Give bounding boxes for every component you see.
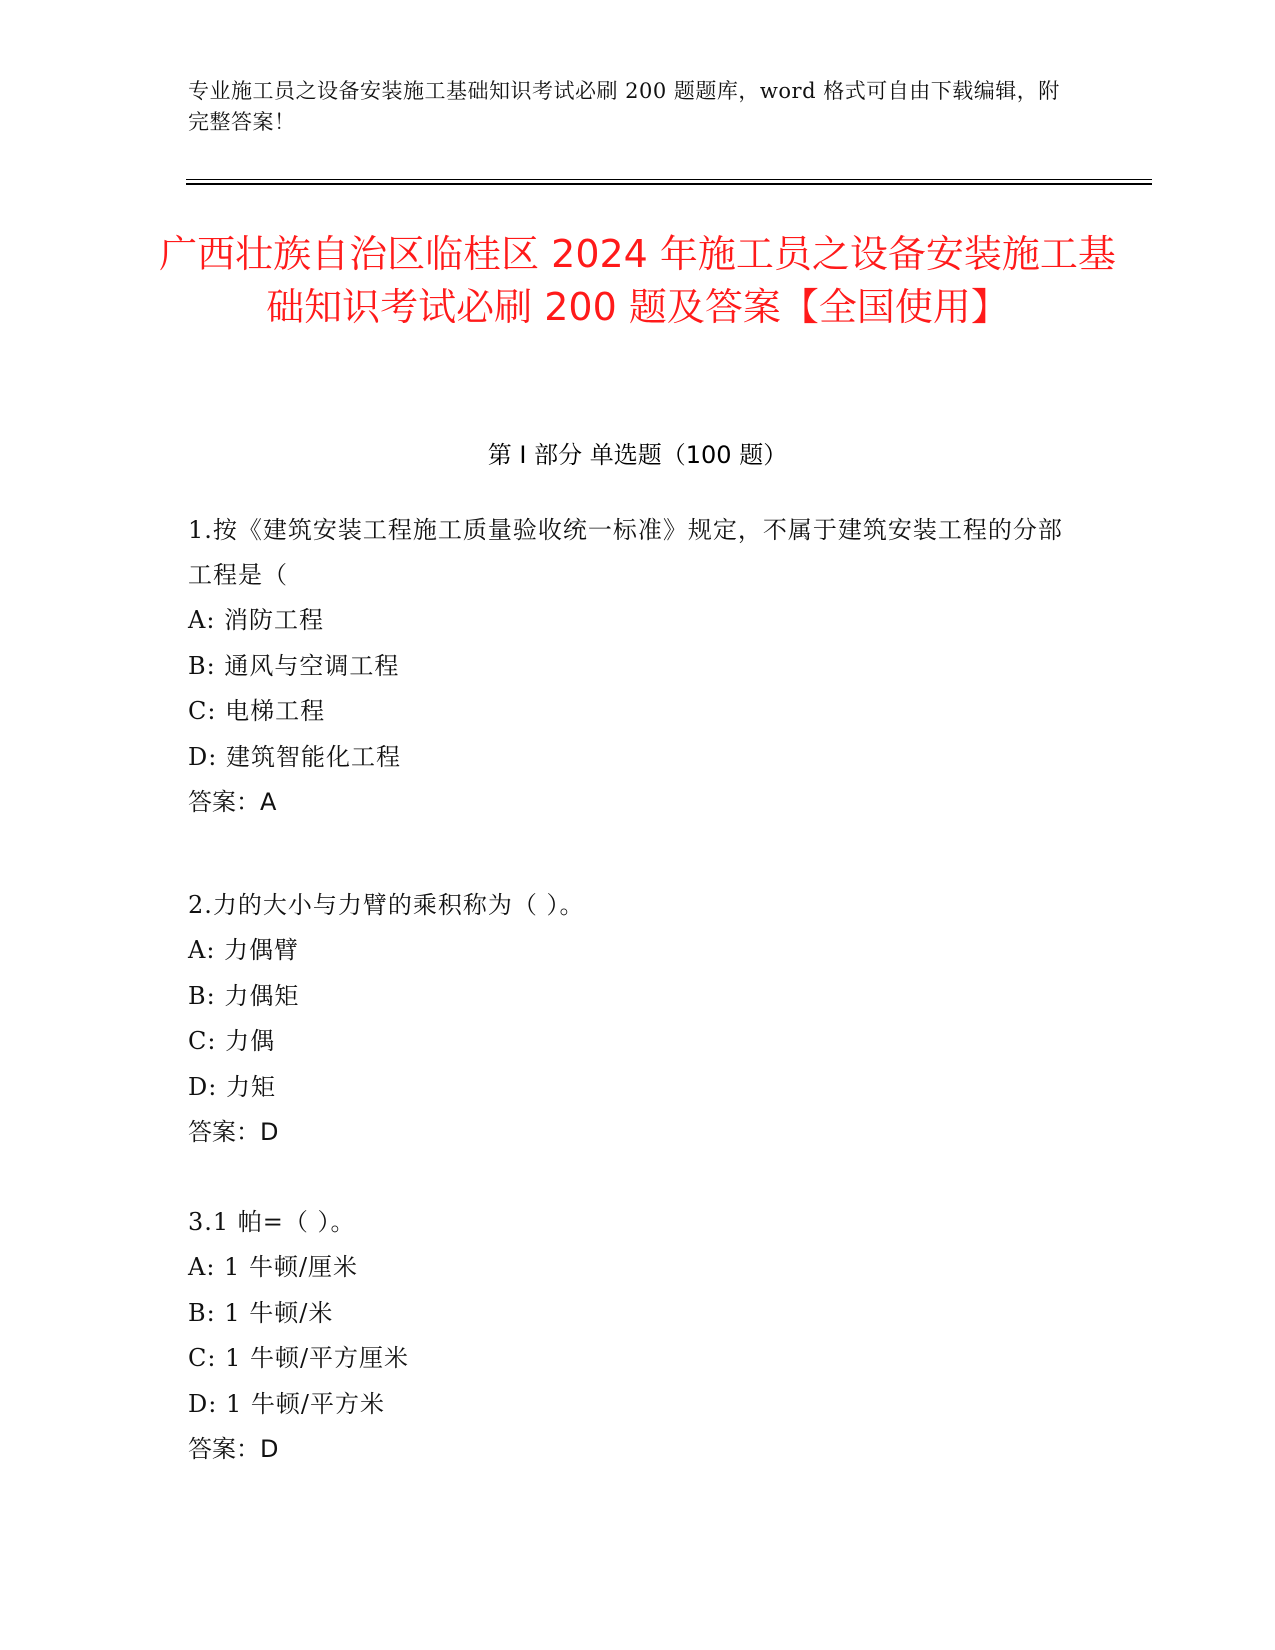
- question-2: [188, 883, 1078, 1155]
- option-c: C: 1 牛顿/平方厘米: [188, 1344, 410, 1372]
- option-a: A: 力偶臂: [188, 936, 300, 964]
- option-a: A: 消防工程: [188, 606, 325, 634]
- option-d: D: 建筑智能化工程: [188, 742, 401, 771]
- option-b: B: 力偶矩: [188, 981, 300, 1010]
- question-1: [188, 508, 1078, 825]
- question-3: [188, 1200, 1078, 1472]
- option-c: C: 力偶: [188, 1027, 276, 1055]
- option-d: D: 1 牛顿/平方米: [188, 1389, 385, 1418]
- option-d: D: 力矩: [188, 1072, 276, 1101]
- answer: 答案：D: [188, 1435, 279, 1463]
- answer: 答案：D: [188, 1118, 279, 1146]
- question-stem: 1.按《建筑安装工程施工质量验收统一标准》规定，不属于建筑安装工程的分部工程是（: [188, 516, 1063, 589]
- option-c: C: 电梯工程: [188, 697, 326, 725]
- document-title: 广西壮族自治区临桂区 2024 年施工员之设备安装施工基础知识考试必刷 200 题及答案【全国使用】: [159, 232, 1116, 329]
- section-title: 第 I 部分 单选题（100 题）: [487, 441, 788, 469]
- question-stem: 2.力的大小与力臂的乘积称为（ ）。: [188, 891, 585, 919]
- question-stem: 3.1 帕=（ ）。: [188, 1208, 356, 1236]
- header-divider-thick: [186, 183, 1152, 185]
- option-b: B: 1 牛顿/米: [188, 1298, 334, 1327]
- option-b: B: 通风与空调工程: [188, 651, 400, 680]
- header-divider-thin: [186, 179, 1152, 180]
- option-a: A: 1 牛顿/厘米: [188, 1253, 359, 1281]
- header-note: 专业施工员之设备安装施工基础知识考试必刷 200 题题库，word 格式可自由下载编辑，附完整答案！: [188, 79, 1060, 134]
- answer: 答案：A: [188, 788, 277, 816]
